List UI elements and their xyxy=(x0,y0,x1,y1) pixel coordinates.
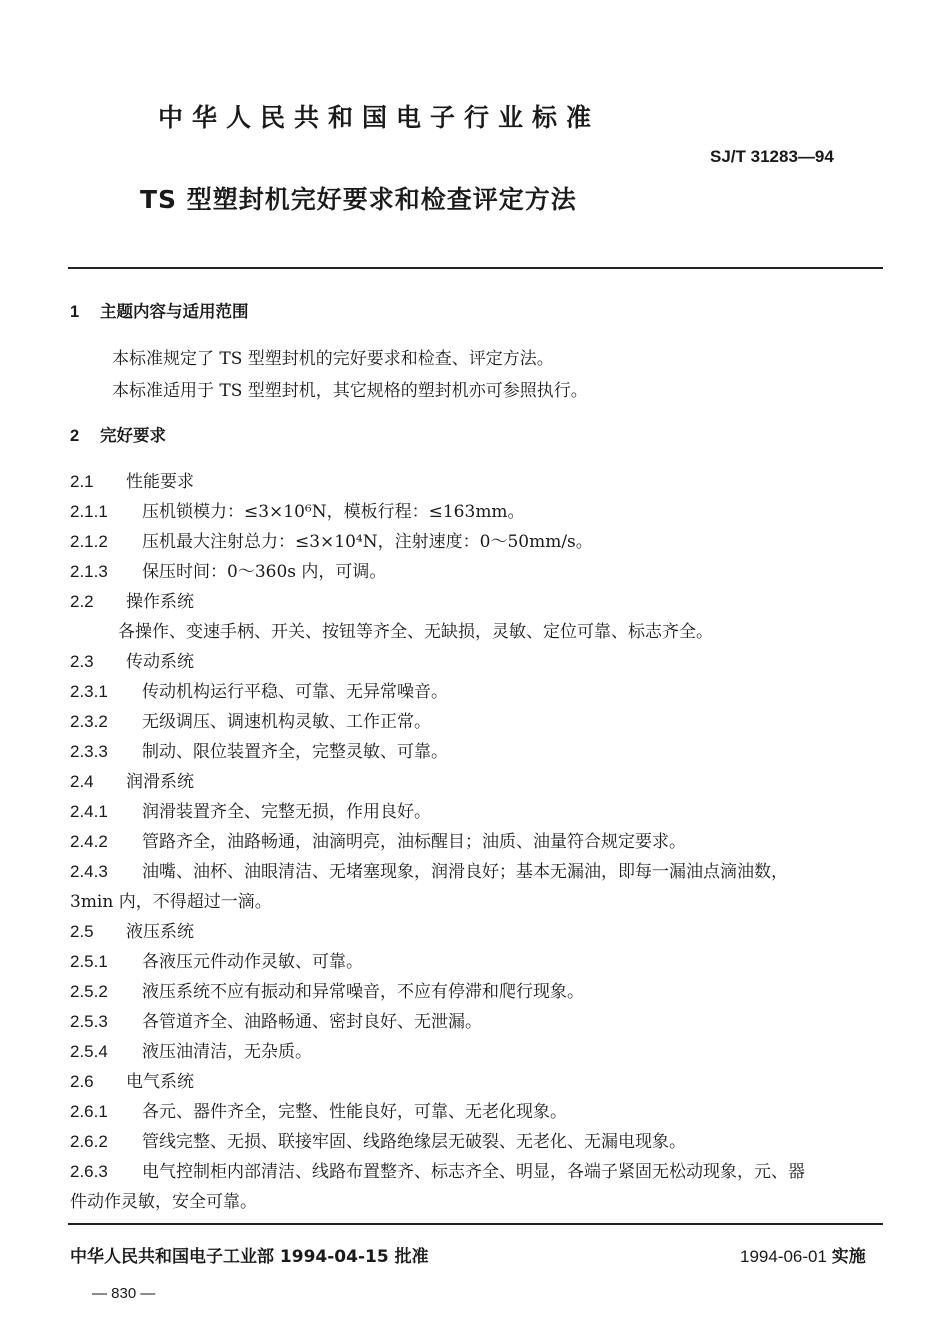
page-number: — 830 — xyxy=(92,1285,156,1302)
implementation-date: 1994-06-01 xyxy=(740,1247,827,1266)
clause-number: 2.4.3 xyxy=(70,862,108,881)
section-title: 完好要求 xyxy=(100,426,166,445)
clause-number: 2.5.1 xyxy=(70,952,108,971)
clause-number: 2.5.3 xyxy=(70,1012,108,1031)
clause-text: 管路齐全，油路畅通，油滴明亮，油标醒目；油质、油量符合规定要求。 xyxy=(142,832,686,852)
clause xyxy=(70,767,194,792)
clause-number: 2.5.2 xyxy=(70,982,108,1001)
org-title: 中华人民共和国电子行业标准 xyxy=(158,103,601,132)
clause-text: 压机最大注射总力：≤3×10⁴N，注射速度：0～50mm/s。 xyxy=(142,532,593,552)
clause-number: 2.6.2 xyxy=(70,1132,108,1151)
clause-number: 2.3.3 xyxy=(70,742,108,761)
clause xyxy=(70,947,363,972)
clause-number: 2.3 xyxy=(70,652,94,671)
section-title: 主题内容与适用范围 xyxy=(100,302,249,321)
clause xyxy=(70,1067,194,1092)
clause-text: 传动机构运行平稳、可靠、无异常噪音。 xyxy=(142,682,448,702)
clause xyxy=(70,1157,805,1182)
document-title: TS 型塑封机完好要求和检查评定方法 xyxy=(140,185,577,214)
clause xyxy=(70,1007,482,1032)
clause-number: 2.1.2 xyxy=(70,532,108,551)
clause-number: 2.1 xyxy=(70,472,94,491)
clause xyxy=(70,917,194,942)
clause xyxy=(70,797,431,822)
clause-text: 电气系统 xyxy=(126,1072,194,1092)
clause xyxy=(70,707,431,732)
clause xyxy=(70,827,686,852)
clause-number: 2.4 xyxy=(70,772,94,791)
clause xyxy=(70,1097,567,1122)
clause-text: 各液压元件动作灵敏、可靠。 xyxy=(142,952,363,972)
clause-text: 各管道齐全、油路畅通、密封良好、无泄漏。 xyxy=(142,1012,482,1032)
clause-text: 电气控制柜内部清洁、线路布置整齐、标志齐全、明显，各端子紧固无松动现象，元、器 xyxy=(142,1162,805,1182)
implementation-line xyxy=(740,1242,866,1267)
clause-continuation: 3min 内，不得超过一滴。 xyxy=(70,892,272,912)
clause xyxy=(70,467,194,492)
footer-divider xyxy=(68,1223,883,1225)
section-2-heading xyxy=(70,422,166,446)
section-number: 1 xyxy=(70,303,80,321)
clause xyxy=(70,1037,312,1062)
clause-text: 润滑系统 xyxy=(126,772,194,792)
clause xyxy=(70,737,448,762)
clause xyxy=(70,857,788,882)
clause-number: 2.5 xyxy=(70,922,94,941)
clause-number: 2.6.3 xyxy=(70,1162,108,1181)
clause-text: 各元、器件齐全，完整、性能良好，可靠、无老化现象。 xyxy=(142,1102,567,1122)
clause-number: 2.6.1 xyxy=(70,1102,108,1121)
clause-number: 2.4.2 xyxy=(70,832,108,851)
clause-text: 液压油清洁，无杂质。 xyxy=(142,1042,312,1062)
header-divider xyxy=(68,267,883,269)
clause xyxy=(70,677,448,702)
clause-text: 液压系统不应有振动和异常噪音，不应有停滞和爬行现象。 xyxy=(142,982,584,1002)
section-number: 2 xyxy=(70,427,80,445)
section-1-heading xyxy=(70,298,249,322)
clause-number: 2.6 xyxy=(70,1072,94,1091)
clause-number: 2.3.1 xyxy=(70,682,108,701)
clause xyxy=(70,497,525,522)
clause xyxy=(70,1127,686,1152)
clause-text: 管线完整、无损、联接牢固、线路绝缘层无破裂、无老化、无漏电现象。 xyxy=(142,1132,686,1152)
clause-number: 2.5.4 xyxy=(70,1042,108,1061)
clause-text: 操作系统 xyxy=(126,592,194,612)
clause-number: 2.1.3 xyxy=(70,562,108,581)
clause xyxy=(70,527,593,552)
clause-text: 油嘴、油杯、油眼清洁、无堵塞现象，润滑良好；基本无漏油，即每一漏油点滴油数， xyxy=(142,862,788,882)
clause-continuation: 件动作灵敏，安全可靠。 xyxy=(70,1192,257,1212)
clause xyxy=(70,587,194,612)
clause-text: 制动、限位装置齐全，完整灵敏、可靠。 xyxy=(142,742,448,762)
clause-text: 传动系统 xyxy=(126,652,194,672)
clause-number: 2.1.1 xyxy=(70,502,108,521)
clause xyxy=(70,557,386,582)
clause xyxy=(70,647,194,672)
clause-text: 无级调压、调速机构灵敏、工作正常。 xyxy=(142,712,431,732)
paragraph: 本标准规定了 TS 型塑封机的完好要求和检查、评定方法。 xyxy=(112,349,554,369)
clause-text: 各操作、变速手柄、开关、按钮等齐全、无缺损，灵敏、定位可靠、标志齐全。 xyxy=(118,622,713,642)
clause xyxy=(70,977,584,1002)
standard-code: SJ/T 31283—94 xyxy=(710,147,834,166)
clause-number: 2.3.2 xyxy=(70,712,108,731)
paragraph: 本标准适用于 TS 型塑封机，其它规格的塑封机亦可参照执行。 xyxy=(112,381,588,401)
implementation-label: 实施 xyxy=(831,1247,866,1267)
clause-text: 液压系统 xyxy=(126,922,194,942)
clause-text: 压机锁模力：≤3×10⁶N，模板行程：≤163mm。 xyxy=(142,502,525,522)
clause-number: 2.2 xyxy=(70,592,94,611)
clause-text: 性能要求 xyxy=(126,472,194,492)
clause-number: 2.4.1 xyxy=(70,802,108,821)
approval-line: 中华人民共和国电子工业部 1994-04-15 批准 xyxy=(70,1247,429,1267)
clause-text: 润滑装置齐全、完整无损，作用良好。 xyxy=(142,802,431,822)
clause-text: 保压时间：0～360s 内，可调。 xyxy=(142,562,387,582)
